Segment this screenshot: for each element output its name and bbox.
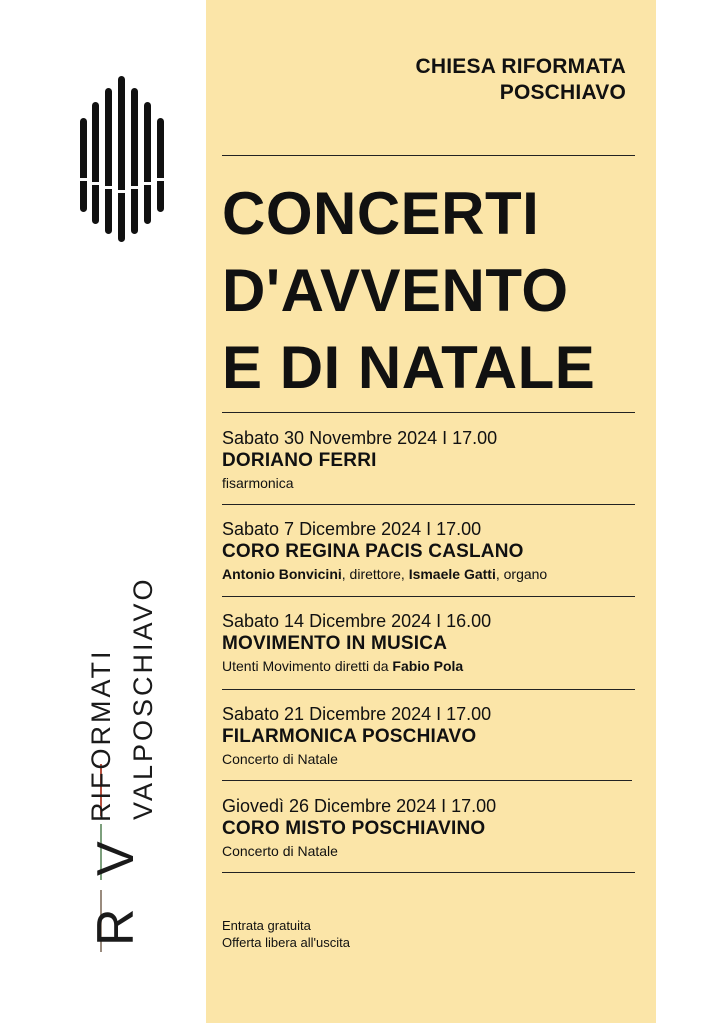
event-name: CORO REGINA PACIS CASLANO bbox=[222, 541, 524, 562]
church-line-1: CHIESA RIFORMATA bbox=[415, 55, 626, 78]
event-item bbox=[222, 427, 652, 493]
footer-line-2: Offerta libera all'uscita bbox=[222, 935, 350, 950]
event-name: CORO MISTO POSCHIAVINO bbox=[222, 818, 486, 839]
event-date: Sabato 7 Dicembre 2024 I 17.00 bbox=[222, 519, 482, 539]
performer-name: Ismaele Gatti bbox=[408, 566, 496, 582]
title-line-1: CONCERTI bbox=[222, 180, 540, 247]
description-text: , direttore, bbox=[341, 566, 409, 582]
divider bbox=[222, 689, 635, 690]
logo-letter-r: R bbox=[87, 908, 145, 946]
event-item bbox=[222, 795, 652, 861]
organ-pipes-icon bbox=[78, 74, 168, 244]
title-line-3: E DI NATALE bbox=[222, 334, 596, 401]
divider bbox=[222, 155, 635, 156]
logo-letter-v: V bbox=[87, 841, 145, 876]
event-description: Concerto di Natale bbox=[222, 751, 338, 767]
description-text: , organo bbox=[495, 566, 548, 582]
divider bbox=[222, 596, 635, 597]
event-date: Sabato 14 Dicembre 2024 I 16.00 bbox=[222, 611, 492, 631]
event-date: Sabato 30 Novembre 2024 I 17.00 bbox=[222, 428, 498, 448]
logo-word-riformati: RIFORMATI bbox=[86, 648, 116, 822]
divider bbox=[222, 780, 632, 781]
church-line-2: POSCHIAVO bbox=[499, 81, 626, 104]
footer-note bbox=[222, 917, 350, 951]
divider bbox=[222, 872, 635, 873]
page-title bbox=[222, 175, 652, 406]
divider bbox=[222, 412, 635, 413]
event-date: Sabato 21 Dicembre 2024 I 17.00 bbox=[222, 704, 492, 724]
logo-word-valposchiavo: VALPOSCHIAVO bbox=[128, 576, 158, 820]
event-description bbox=[222, 656, 652, 676]
performer-name: Fabio Pola bbox=[392, 658, 464, 674]
event-date: Giovedì 26 Dicembre 2024 I 17.00 bbox=[222, 796, 497, 816]
event-description bbox=[222, 564, 652, 584]
performer-name: Antonio Bonvicini bbox=[222, 566, 342, 582]
rv-logo bbox=[70, 540, 180, 960]
event-item bbox=[222, 518, 652, 584]
divider bbox=[222, 504, 635, 505]
event-description: Concerto di Natale bbox=[222, 843, 338, 859]
event-name: DORIANO FERRI bbox=[222, 450, 377, 471]
event-name: MOVIMENTO IN MUSICA bbox=[222, 633, 448, 654]
description-text: Utenti Movimento diretti da bbox=[222, 658, 393, 674]
event-item bbox=[222, 610, 652, 676]
yellow-panel bbox=[206, 0, 656, 1023]
footer-line-1: Entrata gratuita bbox=[222, 918, 311, 933]
event-item bbox=[222, 703, 652, 769]
event-name: FILARMONICA POSCHIAVO bbox=[222, 726, 477, 747]
church-name bbox=[296, 54, 626, 106]
event-description: fisarmonica bbox=[222, 475, 294, 491]
title-line-2: D'AVVENTO bbox=[222, 257, 569, 324]
